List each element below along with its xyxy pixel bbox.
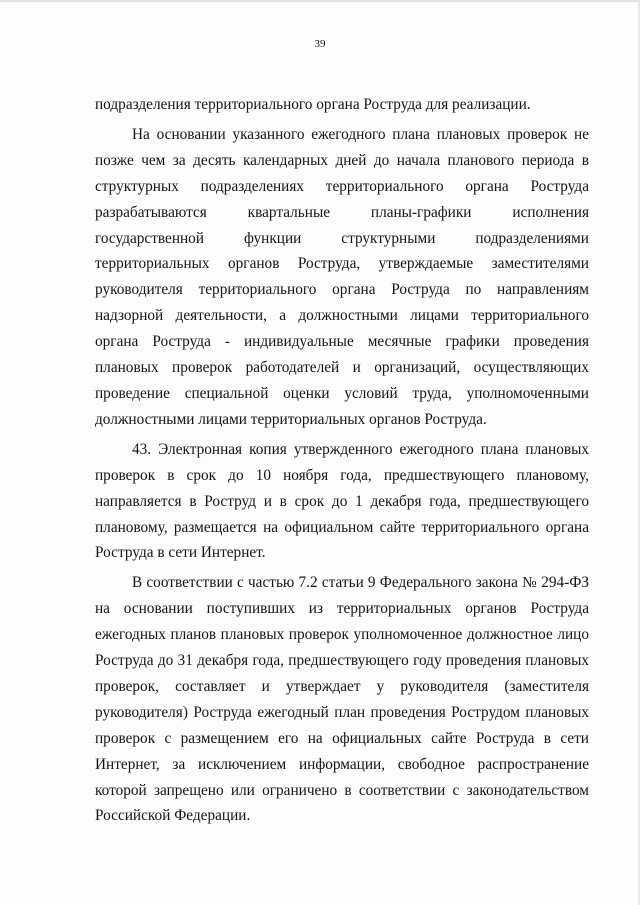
- scan-edge-top: [0, 0, 640, 2]
- paragraph-federal-law: В соответствии с частью 7.2 статьи 9 Федерального закона № 294-ФЗ на основании поступивших из территориальных органов Роструда ежегодных планов плановых проверок уполномоченное должностное лицо Роструда до 31 декабря года, предшествующего году проведения плановых проверок, составляет и утверждает у руководителя (заместителя руководителя) Роструда ежегодный план проведения Рострудом плановых проверок с размещением его на официальных сайте Роструда в сети Интернет, за исключением информации, свободное распространение которой запрещено или ограничено в соответствии с законодательством Российской Федерации.: [95, 574, 589, 825]
- paragraph-annual-plan: На основании указанного ежегодного плана плановых проверок не позже чем за десять календарных дней до начала планового периода в структурных подразделениях территориального органа Роструда разрабатываются квартальные планы-графики исполнения государственной функции структурными подразделениями территориальных органов Роструда, утверждаемые заместителями руководителя территориального органа Роструда по направлениям надзорной деятельности, а должностными лицами территориального органа Роструда - индивидуальные месячные графики проведения плановых проверок работодателей и организаций, осуществляющих проведение специальной оценки условий труда, уполномоченными должностными лицами территориальных органов Роструда.: [95, 125, 589, 428]
- paragraph-43-electronic-copy: 43. Электронная копия утвержденного ежегодного плана плановых проверок в срок до 10 ноября года, предшествующего плановому, направляется в Роструд и в срок до 1 декабря года, предшествующего плановому, размещается на официальном сайте территориального органа Роструда в сети Интернет.: [95, 440, 589, 562]
- paragraph-continuation: подразделения территориального органа Роструда для реализации.: [95, 96, 531, 113]
- page-number: 39: [314, 38, 326, 50]
- document-body: [95, 92, 589, 829]
